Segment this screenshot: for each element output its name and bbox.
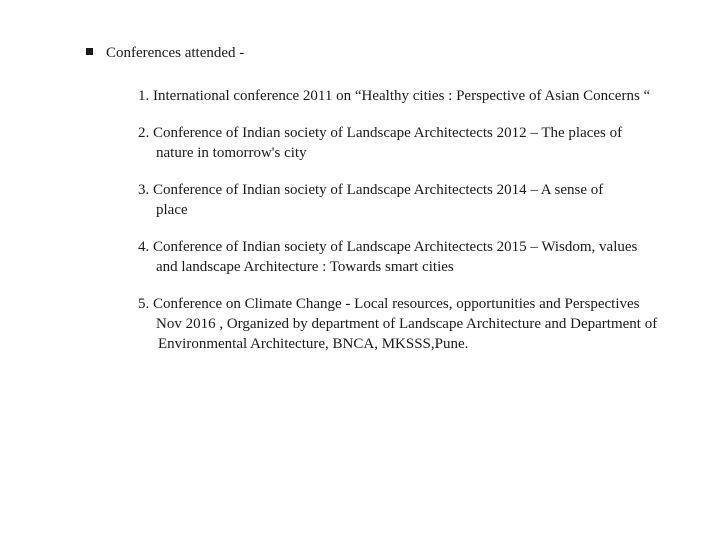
conference-item-3 xyxy=(138,180,708,220)
conference-item-2-line-2: nature in tomorrow's city xyxy=(156,145,307,161)
conference-item-5-line-1: 5. Conference on Climate Change - Local resources, opportunities and Perspectives xyxy=(138,296,640,312)
conference-item-5 xyxy=(138,294,708,354)
conference-item-2-line-1: 2. Conference of Indian society of Landscape Architectects 2012 – The places of xyxy=(138,125,623,141)
conference-item-3-line-2: place xyxy=(156,202,188,218)
conference-item-3-line-1: 3. Conference of Indian society of Landscape Architectects 2014 – A sense of xyxy=(138,182,604,198)
conference-item-5-line-3: Environmental Architecture, BNCA, MKSSS,Pune. xyxy=(158,336,469,352)
square-bullet-icon xyxy=(86,48,93,55)
conference-item-4-line-2: and landscape Architecture : Towards smart cities xyxy=(156,259,454,275)
conference-item-2 xyxy=(138,123,708,163)
conference-item-1-line-1: 1. International conference 2011 on “Healthy cities : Perspective of Asian Concerns “ xyxy=(138,88,651,104)
conference-item-4 xyxy=(138,237,708,277)
conference-item-4-line-1: 4. Conference of Indian society of Landscape Architectects 2015 – Wisdom, values xyxy=(138,239,638,255)
conference-item-1 xyxy=(138,86,708,106)
conference-list xyxy=(138,86,708,371)
section-heading-text: Conferences attended - xyxy=(106,45,245,61)
conference-item-5-line-2: Nov 2016 , Organized by department of Landscape Architecture and Department of xyxy=(156,316,658,332)
section-heading xyxy=(86,44,244,62)
